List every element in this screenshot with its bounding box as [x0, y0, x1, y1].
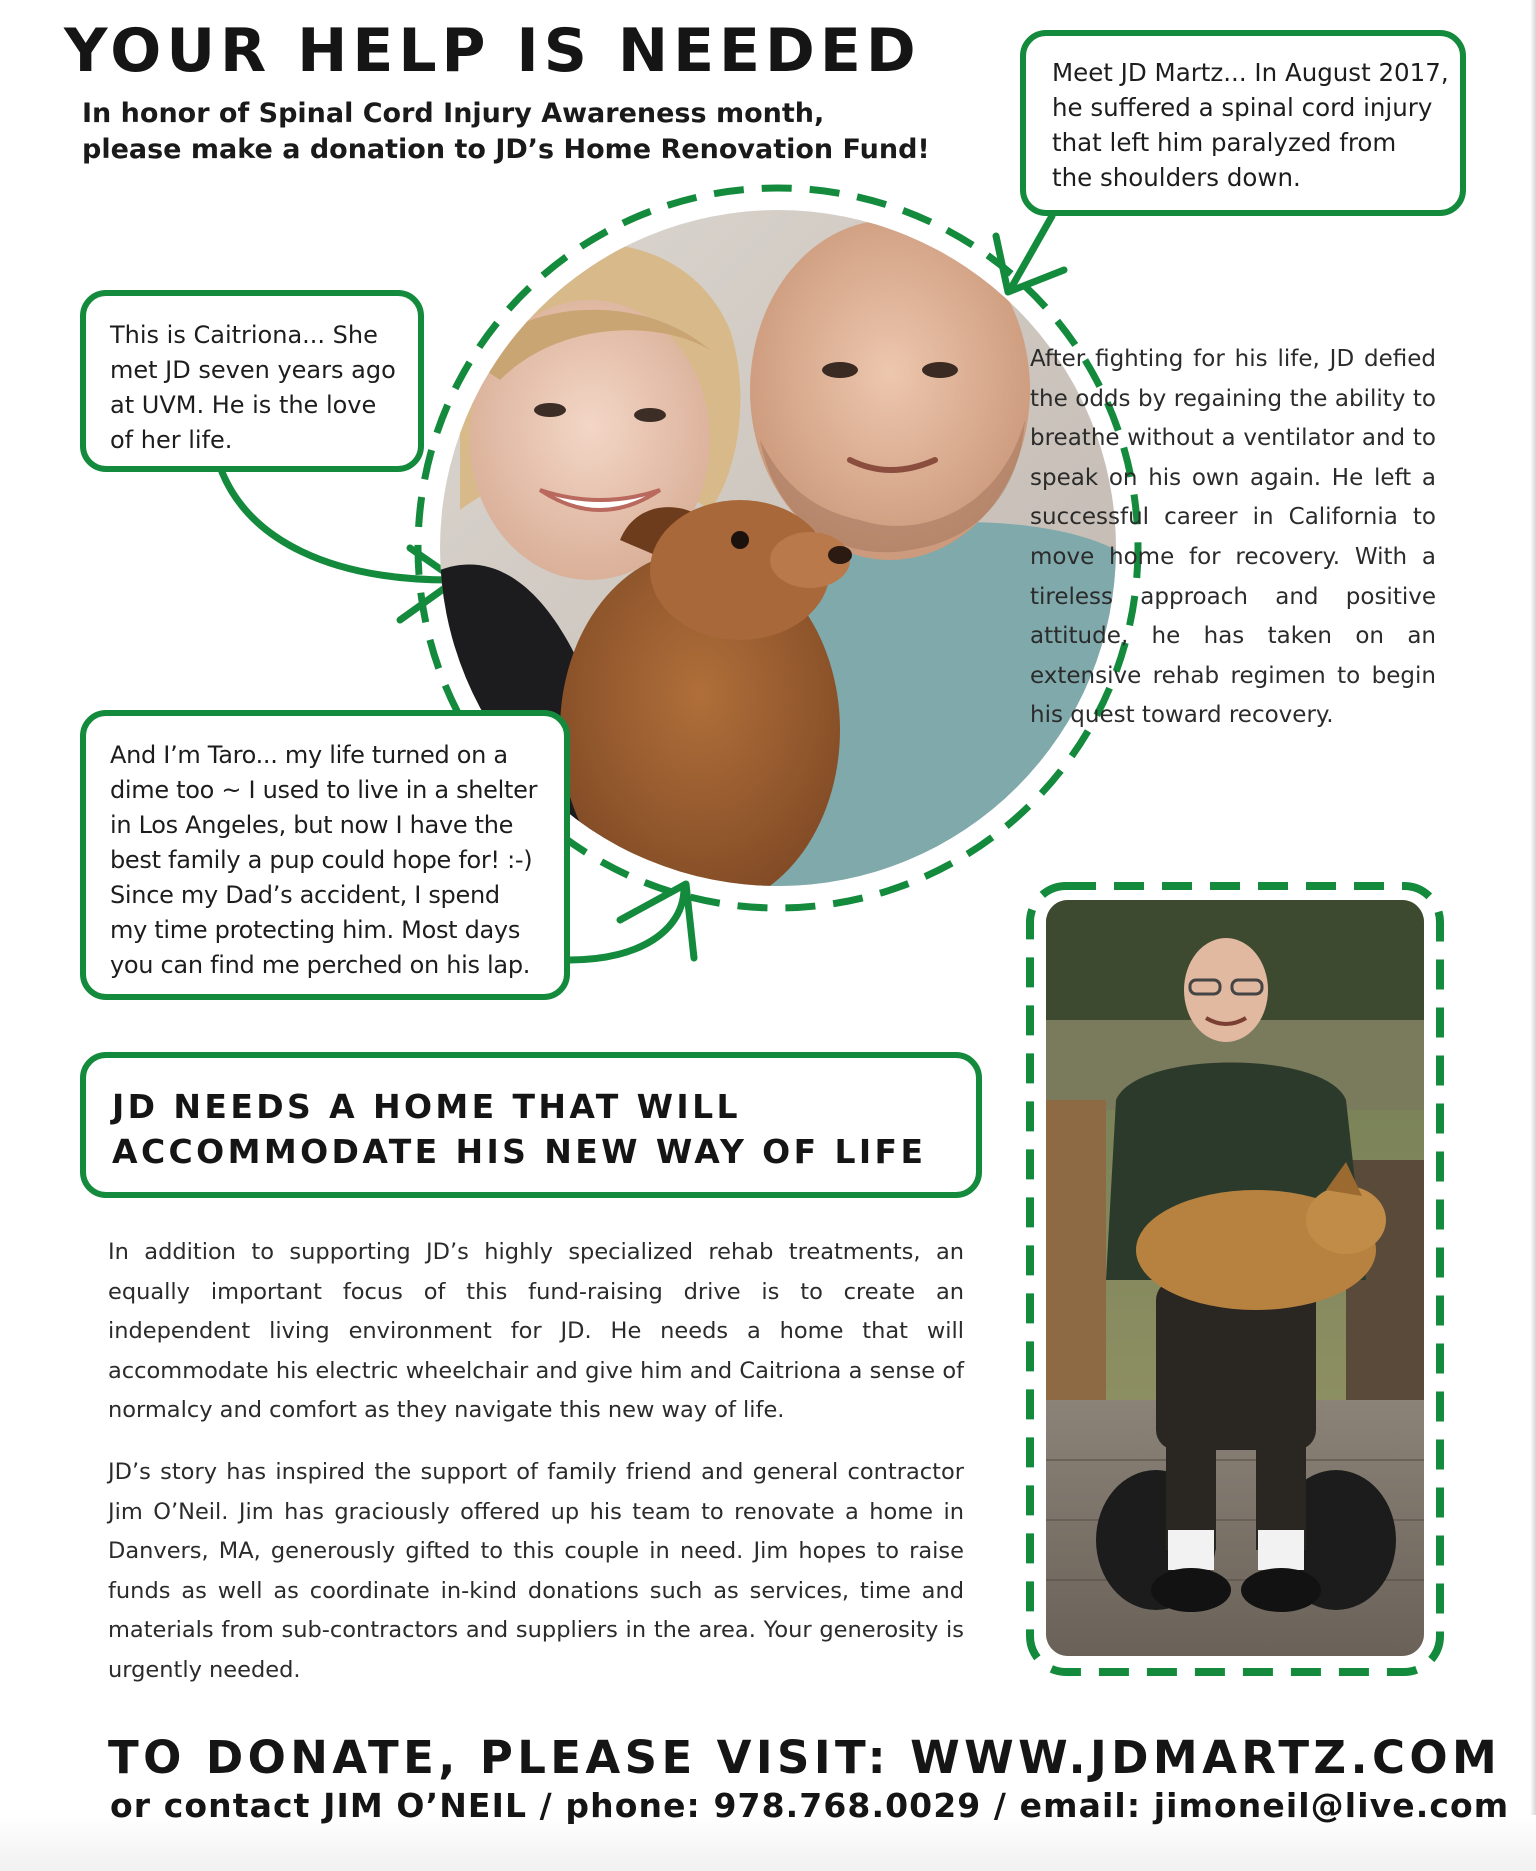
subtitle-line-1: In honor of Spinal Cord Injury Awareness month, [82, 98, 825, 129]
donate-callout: TO DONATE, PLEASE VISIT: WWW.JDMARTZ.COM [108, 1731, 1502, 1784]
page-title: YOUR HELP IS NEEDED [64, 16, 921, 86]
bubble-caitriona-line-1: This is Caitriona... She [110, 321, 378, 349]
bubble-taro [80, 710, 570, 1000]
bubble-jd-line-4: the shoulders down. [1052, 163, 1301, 192]
bubble-jd-line-1: Meet JD Martz... In August 2017, [1052, 58, 1449, 87]
section-title-line-1: JD NEEDS A HOME THAT WILL [112, 1087, 741, 1126]
bubble-taro-line-4: best family a pup could hope for! :-) [110, 846, 533, 874]
bubble-taro-line-3: in Los Angeles, but now I have the [110, 811, 514, 839]
recovery-story: After fighting for his life, JD defied the odds by regaining the ability to breathe without a ventilator and to speak on his own again. He left a successful career in California to move home for recovery. With a tireless approach and positive attitude, he has taken on an extensive rehab regimen to begin his quest toward recovery. [1030, 346, 1436, 729]
bubble-caitriona-line-3: at UVM. He is the love [110, 391, 377, 419]
jd-wheelchair-photo [1046, 900, 1424, 1656]
bubble-taro-line-2: dime too ~ I used to live in a shelter [110, 776, 538, 804]
bubble-caitriona-line-2: met JD seven years ago [110, 356, 396, 384]
body-paragraph-1: In addition to supporting JD’s highly specialized rehab treatments, an equally important focus of this fund-raising drive is to create an independent living environment for JD. He needs a home that will accommodate his electric wheelchair and give him and Caitriona a sense of normalcy and comfort as they navigate this new way of life. [108, 1239, 964, 1424]
bubble-taro-line-6: my time protecting him. Most days [110, 916, 521, 944]
bubble-meet-jd [1020, 30, 1466, 216]
contact-line: or contact JIM O’NEIL / phone: 978.768.0029 / email: jimoneil@live.com [110, 1786, 1510, 1825]
section-title-line-2: ACCOMMODATE HIS NEW WAY OF LIFE [112, 1132, 927, 1171]
bubble-jd-line-3: that left him paralyzed from [1052, 128, 1397, 157]
bubble-caitriona [80, 290, 424, 472]
arrow-taro-connector [570, 888, 684, 960]
bubble-jd-line-2: he suffered a spinal cord injury [1052, 93, 1433, 122]
bubble-taro-line-5: Since my Dad’s accident, I spend [110, 881, 500, 909]
section-heading-box [80, 1052, 982, 1198]
bubble-taro-line-1: And I’m Taro... my life turned on a [110, 741, 508, 769]
subtitle-line-2: please make a donation to JD’s Home Renovation Fund! [82, 134, 930, 165]
arrow-jd-head [996, 236, 1064, 292]
body-paragraph-2: JD’s story has inspired the support of family friend and general contractor Jim O’Neil. Jim has graciously offered up his team to renovate a home in Danvers, MA, generously gifted to this couple in need. Jim hopes to raise funds as well as coordinate in-kind donations such as services, time and materials from sub-contractors and suppliers in the area. Your generosity is urgently needed. [108, 1459, 964, 1683]
bubble-taro-line-7: you can find me perched on his lap. [110, 951, 531, 979]
bubble-caitriona-line-4: of her life. [110, 426, 233, 454]
